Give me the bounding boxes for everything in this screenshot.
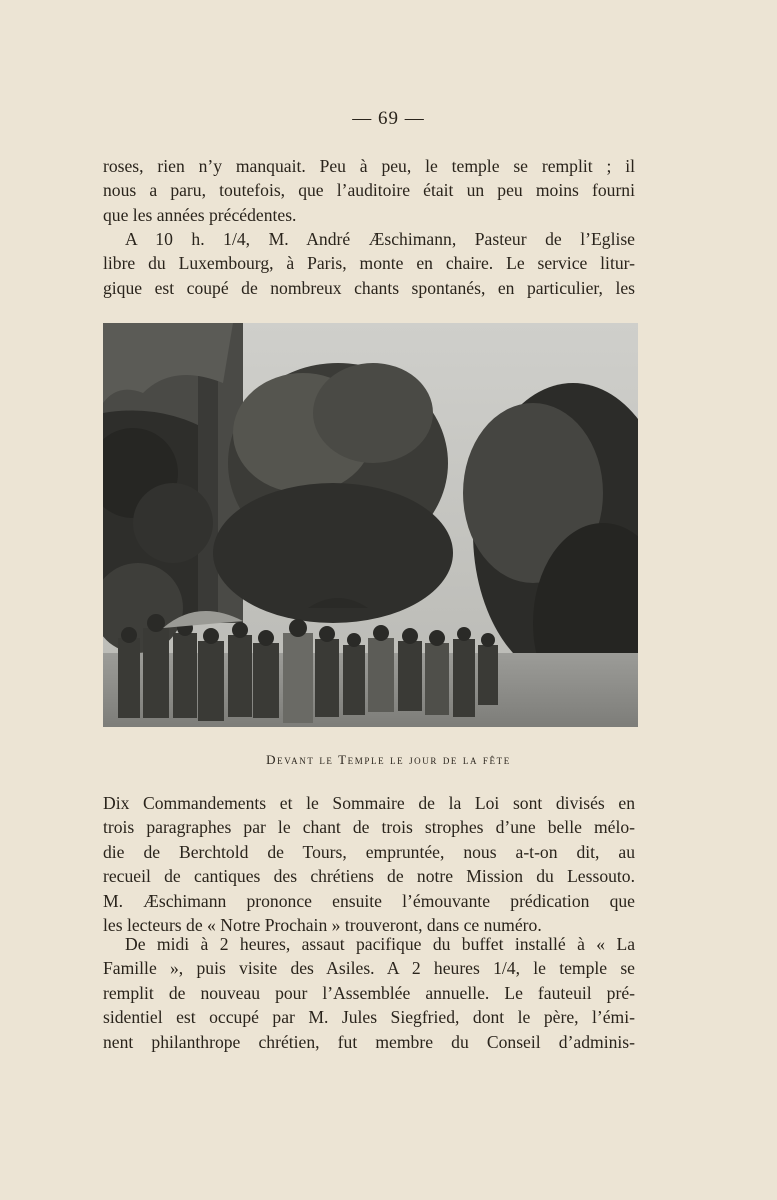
text-line: nent philanthrope chrétien, fut membre du Conseil d’adminis- (103, 1031, 635, 1052)
text-line: roses, rien n’y manquait. Peu à peu, le temple se remplit ; il (103, 156, 635, 176)
text-line: Famille », puis visite des Asiles. A 2 heures 1/4, le temple se (103, 958, 635, 979)
temple-photograph-image (103, 323, 638, 727)
text-line: sidentiel est occupé par M. Jules Siegfried, dont le père, l’émi- (103, 1007, 635, 1028)
text-line: trois paragraphes par le chant de trois strophes d’une belle mélo- (103, 817, 635, 838)
text-line: Dix Commandements et le Sommaire de la Loi sont divisés en (103, 793, 635, 813)
top-paragraph (103, 154, 635, 227)
text-line: nous a paru, toutefois, que l’auditoire était un peu moins fourni (103, 180, 635, 201)
text-line: remplit de nouveau pour l’Assemblée annuelle. Le fauteuil pré- (103, 982, 635, 1003)
text-line: libre du Luxembourg, à Paris, monte en chaire. Le service litur- (103, 253, 635, 274)
third-paragraph (103, 791, 635, 937)
text-line: M. Æschimann prononce ensuite l’émouvante prédication que (103, 890, 635, 911)
temple-photograph (103, 323, 638, 727)
text-line: De midi à 2 heures, assaut pacifique du buffet installé à « La (125, 934, 635, 954)
text-line: que les années précédentes. (103, 204, 297, 225)
second-paragraph (103, 227, 635, 300)
text-line: A 10 h. 1/4, M. André Æschimann, Pasteur de l’Eglise (125, 229, 635, 249)
text-line: die de Berchtold de Tours, empruntée, nous a-t-on dit, au (103, 841, 635, 862)
text-line: les lecteurs de « Notre Prochain » trouveront, dans ce numéro. (103, 915, 542, 936)
text-line: recueil de cantiques des chrétiens de notre Mission du Lessouto. (103, 866, 635, 887)
photo-caption: Devant le Temple le jour de la fête (266, 752, 511, 767)
text-line: gique est coupé de nombreux chants spontanés, en particulier, les (103, 277, 635, 298)
fourth-paragraph (103, 932, 635, 1054)
page-number: — 69 — (352, 108, 425, 129)
